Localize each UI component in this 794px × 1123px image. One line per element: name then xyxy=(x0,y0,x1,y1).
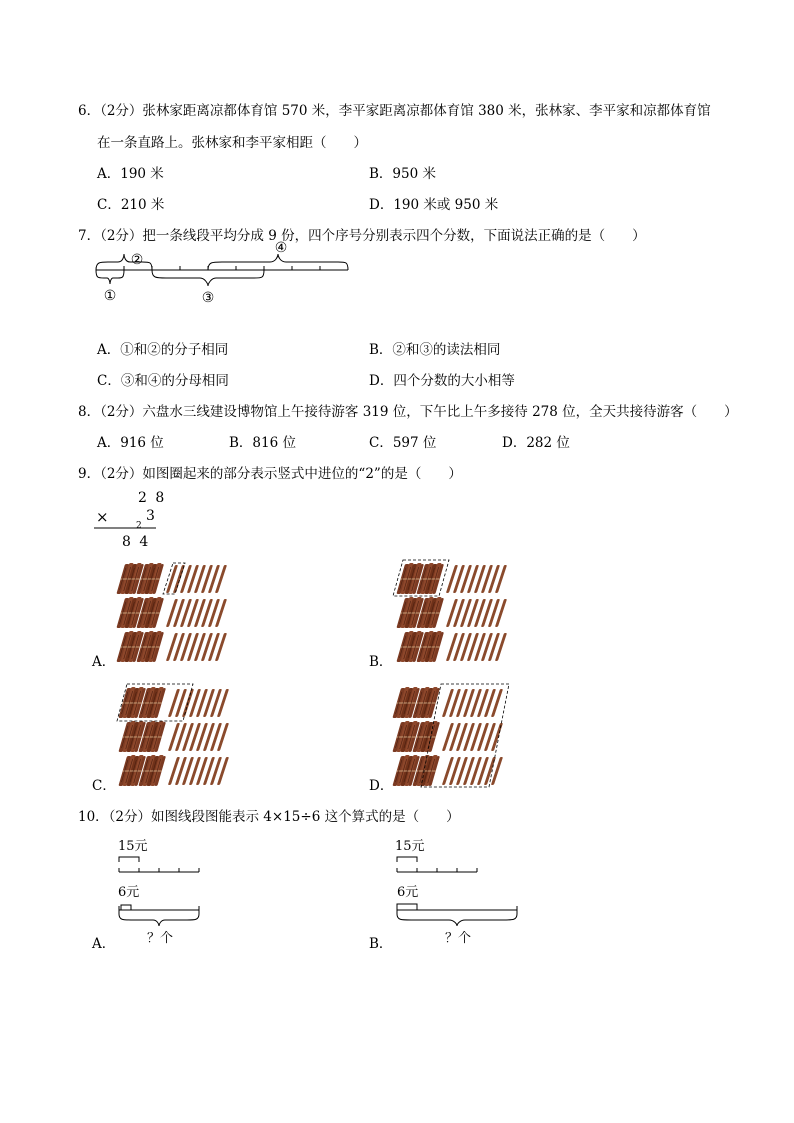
q10-b-question: ？个 xyxy=(445,931,472,946)
q10-option-a-diagram xyxy=(115,836,215,946)
q9-option-d-picture xyxy=(393,683,523,789)
q9-option-a: A． xyxy=(92,654,116,670)
q6-stem-line2: 在一条直路上。张林家和李平家相距（ ） xyxy=(97,135,367,151)
q9-option-c-picture xyxy=(115,683,240,789)
q10-b-bottom-label: 6元 xyxy=(397,885,419,900)
q6-option-a: A．190 米 xyxy=(97,166,164,182)
q6-option-b: B．950 米 xyxy=(369,166,436,182)
q8-option-b: B．816 位 xyxy=(229,435,296,451)
q9-operator: × xyxy=(96,508,109,526)
q7-brace-4 xyxy=(208,254,348,270)
q7-mark-4: ④ xyxy=(274,240,288,256)
q8-option-d: D．282 位 xyxy=(502,435,570,451)
q6-option-c: C．210 米 xyxy=(97,197,165,213)
q9-result: 8 4 xyxy=(122,534,151,550)
q10-option-a: A． xyxy=(92,936,116,952)
q10-a-question: ？个 xyxy=(147,931,174,946)
q9-stem: 9．（2分）如图圈起来的部分表示竖式中进位的“2”的是（ ） xyxy=(78,466,462,482)
q10-option-b-diagram xyxy=(393,836,523,946)
q9-vertical-calculation xyxy=(92,486,172,556)
q10-option-b: B． xyxy=(369,936,393,952)
q7-option-c: C．③和④的分母相同 xyxy=(97,373,229,389)
q8-option-c: C．597 位 xyxy=(369,435,437,451)
q7-mark-3: ③ xyxy=(201,290,215,306)
q9-option-d: D． xyxy=(369,778,394,794)
q8-option-a: A．916 位 xyxy=(97,435,164,451)
q6-option-d: D．190 米或 950 米 xyxy=(369,197,499,213)
q10-b-top-label: 15元 xyxy=(395,839,425,854)
q9-option-b-picture xyxy=(393,560,523,664)
q7-mark-1: ① xyxy=(103,288,117,304)
q9-option-c: C． xyxy=(92,778,116,794)
q9-option-a-picture xyxy=(115,562,235,666)
q9-multiplier: 3 xyxy=(146,508,155,524)
q7-option-d: D．四个分数的大小相等 xyxy=(369,373,515,389)
q7-option-a: A．①和②的分子相同 xyxy=(97,342,229,358)
q7-option-b: B．②和③的读法相同 xyxy=(369,342,501,358)
q10-a-top-label: 15元 xyxy=(118,839,148,854)
q10-stem: 10．（2分）如图线段图能表示 4×15÷6 这个算式的是（ ） xyxy=(78,809,460,825)
q10-a-bottom-label: 6元 xyxy=(118,885,140,900)
q7-stem: 7．（2分）把一条线段平均分成 9 份，四个序号分别表示四个分数，下面说法正确的是（ ） xyxy=(78,228,646,244)
q7-brace-1 xyxy=(96,270,124,284)
q6-stem-line1: 6．（2分）张林家距离凉都体育馆 570 米，李平家距离凉都体育馆 380 米，张林家、李平家和凉都体育馆 xyxy=(78,103,711,119)
q8-stem: 8．（2分）六盘水三线建设博物馆上午接待游客 319 位，下午比上午多接待 278 位，全天共接待游客（ ） xyxy=(78,404,738,420)
q7-segment-diagram xyxy=(90,240,360,330)
q9-multiplicand: 2 8 xyxy=(138,490,167,506)
q7-brace-3 xyxy=(152,270,264,286)
q7-mark-2: ② xyxy=(130,252,144,268)
q7-tick-marks xyxy=(124,266,320,270)
q9-option-b: B． xyxy=(369,654,393,670)
q9-carry: 2 xyxy=(136,521,142,531)
